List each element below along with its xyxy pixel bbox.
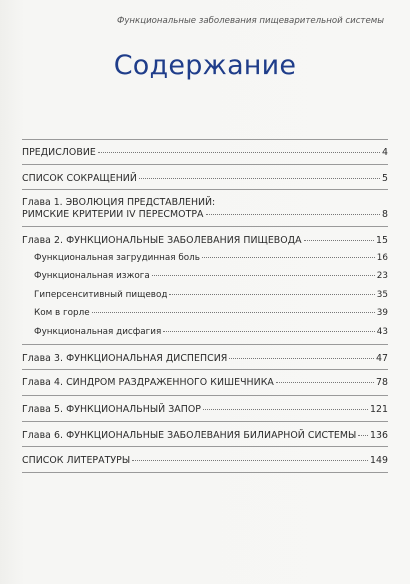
toc-divider xyxy=(22,369,388,370)
toc-divider xyxy=(22,344,388,345)
toc-entry-label: РИМСКИЕ КРИТЕРИИ IV ПЕРЕСМОТРА xyxy=(22,209,204,220)
toc-entry-label: Глава 3. ФУНКЦИОНАЛЬНАЯ ДИСПЕПСИЯ xyxy=(22,353,228,364)
toc-entry-chapter-6[interactable] xyxy=(22,430,388,441)
toc-entry-abbreviations[interactable] xyxy=(22,173,388,184)
toc-leader-dots xyxy=(98,151,380,153)
toc-entry-chapter-2[interactable] xyxy=(22,235,388,246)
toc-entry-label: Функциональная дисфагия xyxy=(34,327,162,337)
toc-entry-chapter-1[interactable] xyxy=(22,209,388,220)
toc-entry-label: Глава 5. ФУНКЦИОНАЛЬНЫЙ ЗАПОР xyxy=(22,404,202,415)
toc-divider xyxy=(22,139,388,140)
toc-subentry-globus[interactable] xyxy=(34,308,388,319)
toc-entry-page: 149 xyxy=(369,455,388,466)
toc-subentry-hypersensitive-esophagus[interactable] xyxy=(34,290,388,301)
toc-entry-page: 35 xyxy=(376,290,388,300)
toc-entry-label: Глава 6. ФУНКЦИОНАЛЬНЫЕ ЗАБОЛЕВАНИЯ БИЛИАРНОЙ СИСТЕМЫ xyxy=(22,430,357,441)
toc-entry-page: 121 xyxy=(369,404,388,415)
toc-leader-dots xyxy=(92,311,375,313)
toc-entry-label: Гиперсенситивный пищевод xyxy=(34,290,168,300)
toc-entry-page: 39 xyxy=(376,308,388,318)
toc-entry-label: СПИСОК СОКРАЩЕНИЙ xyxy=(22,173,137,184)
toc-entry-page: 16 xyxy=(376,253,388,263)
toc-leader-dots xyxy=(163,330,375,332)
toc-entry-preface[interactable] xyxy=(22,147,388,158)
toc-entry-page: 23 xyxy=(376,271,388,281)
toc-leader-dots xyxy=(206,213,380,215)
toc-entry-chapter-5[interactable] xyxy=(22,404,388,415)
toc-entry-label: Функциональная изжога xyxy=(34,271,150,281)
toc-leader-dots xyxy=(152,274,375,276)
toc-entry-page: 136 xyxy=(369,430,388,441)
running-head: Функциональные заболевания пищеварительной системы xyxy=(116,16,384,26)
toc-entry-page: 8 xyxy=(381,209,388,220)
toc-entry-page: 5 xyxy=(381,173,388,184)
toc-divider xyxy=(22,164,388,165)
toc-entry-page: 15 xyxy=(375,235,388,246)
toc-divider xyxy=(22,189,388,190)
toc-entry-references[interactable] xyxy=(22,455,388,466)
toc-entry-label: ПРЕДИСЛОВИЕ xyxy=(22,147,96,158)
toc-entry-page: 47 xyxy=(375,353,388,364)
toc-entry-label: СПИСОК ЛИТЕРАТУРЫ xyxy=(22,455,131,466)
toc-leader-dots xyxy=(229,357,374,359)
toc-leader-dots xyxy=(169,293,374,295)
toc-entry-chapter-1-line1[interactable]: Глава 1. ЭВОЛЮЦИЯ ПРЕДСТАВЛЕНИЙ: xyxy=(22,197,216,208)
toc-subentry-chest-pain[interactable] xyxy=(34,253,388,264)
page-title: Содержание xyxy=(113,50,297,81)
toc-entry-page: 43 xyxy=(376,327,388,337)
toc-leader-dots xyxy=(276,381,374,383)
toc-entry-label: Ком в горле xyxy=(34,308,90,318)
toc-divider xyxy=(22,395,388,396)
toc-leader-dots xyxy=(202,256,375,258)
toc-entry-chapter-4[interactable] xyxy=(22,377,388,388)
toc-leader-dots xyxy=(132,459,368,461)
toc-leader-dots xyxy=(304,239,374,241)
toc-divider xyxy=(22,472,388,473)
toc-entry-label: Глава 4. СИНДРОМ РАЗДРАЖЕННОГО КИШЕЧНИКА xyxy=(22,377,274,388)
toc-leader-dots xyxy=(139,177,380,179)
toc-leader-dots xyxy=(358,434,368,436)
toc-entry-page: 78 xyxy=(375,377,388,388)
toc-divider xyxy=(22,446,388,447)
toc-divider xyxy=(22,421,388,422)
toc-subentry-heartburn[interactable] xyxy=(34,271,388,282)
toc-entry-page: 4 xyxy=(381,147,388,158)
toc-leader-dots xyxy=(203,408,368,410)
toc-entry-label: Глава 2. ФУНКЦИОНАЛЬНЫЕ ЗАБОЛЕВАНИЯ ПИЩЕВОДА xyxy=(22,235,302,246)
toc-entry-chapter-3[interactable] xyxy=(22,353,388,364)
toc-subentry-dysphagia[interactable] xyxy=(34,327,388,338)
toc-entry-label: Функциональная загрудинная боль xyxy=(34,253,200,263)
toc-divider xyxy=(22,226,388,227)
